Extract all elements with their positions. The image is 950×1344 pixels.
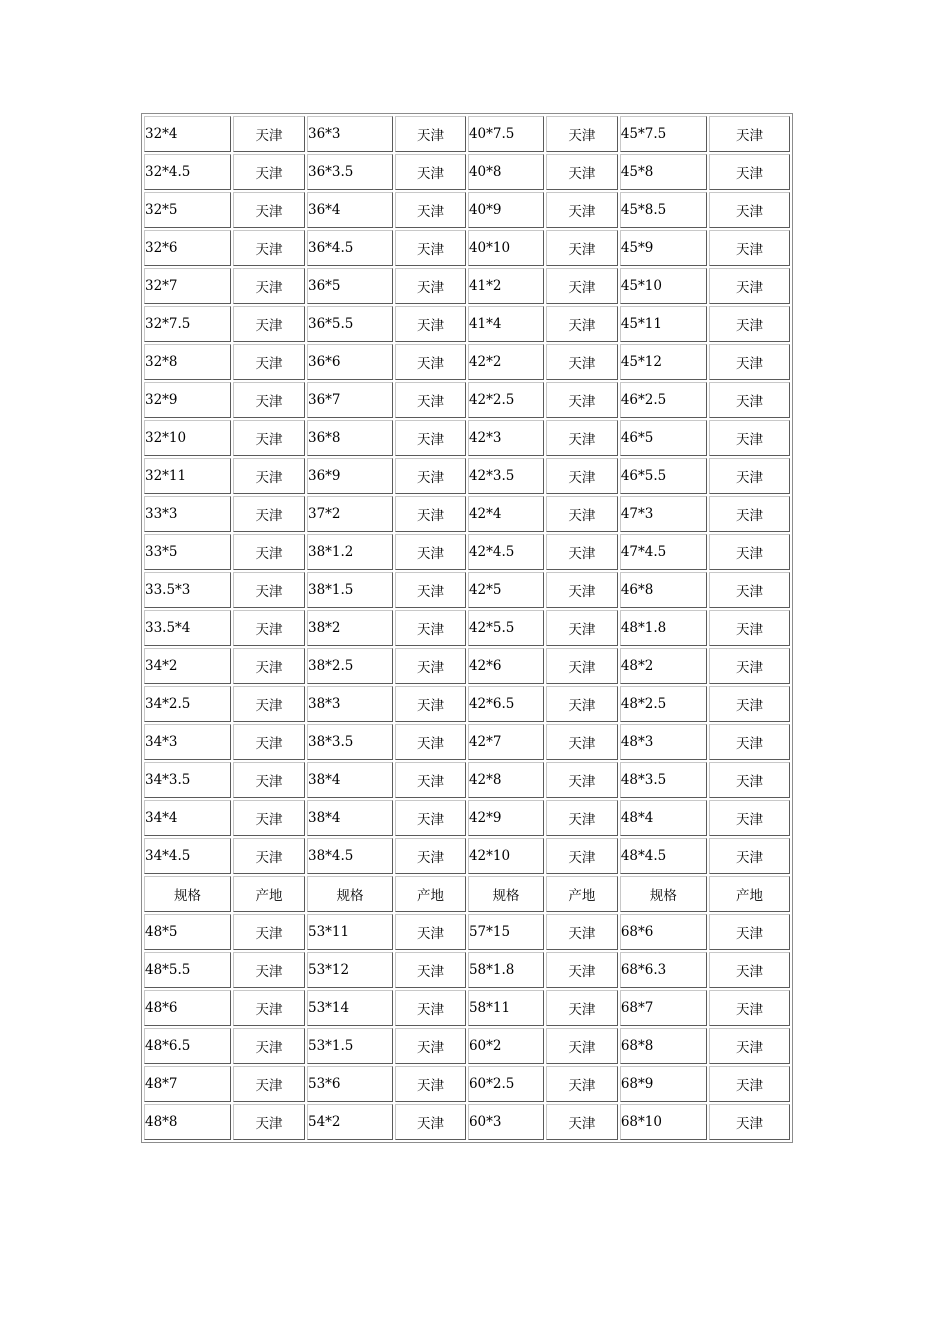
cell-origin: 天津 [233, 1028, 305, 1064]
cell-spec: 38*1.2 [307, 534, 393, 570]
cell-spec: 42*10 [468, 838, 544, 874]
cell-origin: 天津 [546, 724, 618, 760]
cell-origin: 天津 [546, 230, 618, 266]
cell-spec: 53*14 [307, 990, 393, 1026]
cell-spec: 48*1.8 [620, 610, 707, 646]
cell-origin: 天津 [709, 496, 790, 532]
cell-origin: 天津 [709, 534, 790, 570]
table-row [144, 648, 790, 684]
cell-spec: 36*7 [307, 382, 393, 418]
cell-origin: 天津 [233, 268, 305, 304]
cell-spec: 32*7 [144, 268, 231, 304]
cell-origin: 天津 [395, 230, 466, 266]
cell-spec: 38*2.5 [307, 648, 393, 684]
cell-spec: 45*7.5 [620, 116, 707, 152]
cell-spec: 42*9 [468, 800, 544, 836]
cell-origin: 天津 [709, 116, 790, 152]
table-header-row [144, 876, 790, 912]
cell-spec: 42*3 [468, 420, 544, 456]
cell-spec: 42*5.5 [468, 610, 544, 646]
cell-spec: 40*9 [468, 192, 544, 228]
cell-origin: 天津 [709, 458, 790, 494]
cell-spec: 34*3 [144, 724, 231, 760]
cell-origin: 天津 [709, 838, 790, 874]
cell-origin: 天津 [709, 420, 790, 456]
cell-origin: 天津 [709, 914, 790, 950]
cell-origin: 天津 [709, 154, 790, 190]
cell-origin: 天津 [709, 306, 790, 342]
table-row [144, 116, 790, 152]
header-cell-spec: 规格 [468, 876, 544, 912]
cell-spec: 68*6.3 [620, 952, 707, 988]
cell-spec: 34*4 [144, 800, 231, 836]
cell-origin: 天津 [395, 154, 466, 190]
cell-spec: 46*2.5 [620, 382, 707, 418]
table-row [144, 268, 790, 304]
cell-spec: 42*2 [468, 344, 544, 380]
cell-spec: 38*4.5 [307, 838, 393, 874]
cell-origin: 天津 [709, 686, 790, 722]
cell-origin: 天津 [709, 572, 790, 608]
cell-origin: 天津 [546, 838, 618, 874]
table-row [144, 344, 790, 380]
cell-spec: 48*5 [144, 914, 231, 950]
table-row [144, 496, 790, 532]
cell-spec: 48*6 [144, 990, 231, 1026]
cell-origin: 天津 [233, 154, 305, 190]
cell-spec: 45*9 [620, 230, 707, 266]
table-row [144, 154, 790, 190]
cell-origin: 天津 [395, 800, 466, 836]
header-cell-origin: 产地 [546, 876, 618, 912]
cell-spec: 34*3.5 [144, 762, 231, 798]
cell-origin: 天津 [546, 458, 618, 494]
cell-spec: 38*4 [307, 762, 393, 798]
cell-spec: 68*9 [620, 1066, 707, 1102]
cell-spec: 34*2 [144, 648, 231, 684]
cell-spec: 32*5 [144, 192, 231, 228]
cell-origin: 天津 [395, 572, 466, 608]
cell-spec: 36*9 [307, 458, 393, 494]
cell-origin: 天津 [395, 648, 466, 684]
cell-origin: 天津 [546, 572, 618, 608]
cell-spec: 36*3.5 [307, 154, 393, 190]
cell-spec: 33.5*3 [144, 572, 231, 608]
cell-origin: 天津 [395, 382, 466, 418]
table-row [144, 952, 790, 988]
cell-spec: 48*3.5 [620, 762, 707, 798]
cell-spec: 48*7 [144, 1066, 231, 1102]
cell-spec: 40*10 [468, 230, 544, 266]
cell-origin: 天津 [546, 268, 618, 304]
cell-origin: 天津 [709, 724, 790, 760]
cell-origin: 天津 [546, 306, 618, 342]
cell-origin: 天津 [709, 192, 790, 228]
cell-spec: 68*6 [620, 914, 707, 950]
cell-spec: 48*6.5 [144, 1028, 231, 1064]
cell-origin: 天津 [233, 306, 305, 342]
cell-origin: 天津 [709, 610, 790, 646]
cell-origin: 天津 [709, 1104, 790, 1140]
cell-spec: 48*8 [144, 1104, 231, 1140]
cell-spec: 45*10 [620, 268, 707, 304]
table-row [144, 306, 790, 342]
cell-origin: 天津 [546, 762, 618, 798]
cell-origin: 天津 [233, 686, 305, 722]
cell-spec: 42*5 [468, 572, 544, 608]
cell-origin: 天津 [546, 1028, 618, 1064]
cell-spec: 42*3.5 [468, 458, 544, 494]
cell-origin: 天津 [709, 1066, 790, 1102]
cell-spec: 33.5*4 [144, 610, 231, 646]
header-cell-spec: 规格 [620, 876, 707, 912]
table-body [144, 116, 790, 1140]
cell-origin: 天津 [233, 344, 305, 380]
cell-spec: 32*4 [144, 116, 231, 152]
cell-origin: 天津 [395, 268, 466, 304]
cell-spec: 47*3 [620, 496, 707, 532]
table-row [144, 230, 790, 266]
table-row [144, 192, 790, 228]
cell-origin: 天津 [709, 648, 790, 684]
cell-spec: 48*2 [620, 648, 707, 684]
cell-origin: 天津 [233, 116, 305, 152]
table-row [144, 838, 790, 874]
cell-origin: 天津 [395, 116, 466, 152]
cell-spec: 36*8 [307, 420, 393, 456]
cell-origin: 天津 [546, 952, 618, 988]
cell-spec: 47*4.5 [620, 534, 707, 570]
table-row [144, 724, 790, 760]
cell-spec: 36*4 [307, 192, 393, 228]
cell-spec: 36*5.5 [307, 306, 393, 342]
cell-origin: 天津 [233, 610, 305, 646]
cell-origin: 天津 [233, 382, 305, 418]
table-row [144, 762, 790, 798]
cell-origin: 天津 [233, 1104, 305, 1140]
cell-origin: 天津 [395, 762, 466, 798]
cell-spec: 53*1.5 [307, 1028, 393, 1064]
cell-origin: 天津 [233, 952, 305, 988]
cell-spec: 38*1.5 [307, 572, 393, 608]
cell-spec: 60*3 [468, 1104, 544, 1140]
cell-origin: 天津 [709, 268, 790, 304]
cell-spec: 58*11 [468, 990, 544, 1026]
cell-spec: 32*9 [144, 382, 231, 418]
cell-origin: 天津 [395, 1028, 466, 1064]
table-row [144, 990, 790, 1026]
cell-origin: 天津 [395, 1066, 466, 1102]
cell-origin: 天津 [233, 762, 305, 798]
cell-spec: 48*2.5 [620, 686, 707, 722]
cell-origin: 天津 [395, 686, 466, 722]
cell-spec: 38*3.5 [307, 724, 393, 760]
cell-spec: 42*8 [468, 762, 544, 798]
cell-origin: 天津 [395, 306, 466, 342]
cell-origin: 天津 [546, 686, 618, 722]
cell-spec: 42*2.5 [468, 382, 544, 418]
cell-origin: 天津 [546, 914, 618, 950]
cell-origin: 天津 [395, 496, 466, 532]
cell-spec: 41*4 [468, 306, 544, 342]
cell-spec: 32*7.5 [144, 306, 231, 342]
cell-spec: 42*6.5 [468, 686, 544, 722]
cell-spec: 46*5 [620, 420, 707, 456]
cell-origin: 天津 [395, 724, 466, 760]
cell-origin: 天津 [709, 1028, 790, 1064]
cell-origin: 天津 [395, 914, 466, 950]
cell-spec: 45*12 [620, 344, 707, 380]
cell-origin: 天津 [709, 990, 790, 1026]
cell-spec: 42*6 [468, 648, 544, 684]
cell-origin: 天津 [709, 952, 790, 988]
cell-origin: 天津 [546, 990, 618, 1026]
cell-spec: 53*6 [307, 1066, 393, 1102]
cell-spec: 45*8 [620, 154, 707, 190]
header-cell-spec: 规格 [144, 876, 231, 912]
table-row [144, 1104, 790, 1140]
cell-spec: 38*2 [307, 610, 393, 646]
cell-origin: 天津 [546, 496, 618, 532]
cell-spec: 42*4 [468, 496, 544, 532]
cell-origin: 天津 [546, 648, 618, 684]
table-row [144, 420, 790, 456]
cell-origin: 天津 [233, 420, 305, 456]
cell-spec: 40*8 [468, 154, 544, 190]
cell-spec: 33*5 [144, 534, 231, 570]
cell-spec: 53*11 [307, 914, 393, 950]
cell-spec: 48*5.5 [144, 952, 231, 988]
cell-spec: 60*2 [468, 1028, 544, 1064]
cell-spec: 42*7 [468, 724, 544, 760]
cell-origin: 天津 [395, 534, 466, 570]
table-row [144, 686, 790, 722]
cell-origin: 天津 [233, 990, 305, 1026]
cell-origin: 天津 [709, 344, 790, 380]
cell-spec: 46*5.5 [620, 458, 707, 494]
cell-spec: 48*3 [620, 724, 707, 760]
cell-spec: 34*2.5 [144, 686, 231, 722]
header-cell-spec: 规格 [307, 876, 393, 912]
cell-origin: 天津 [546, 382, 618, 418]
cell-origin: 天津 [233, 724, 305, 760]
table-row [144, 458, 790, 494]
table-row [144, 800, 790, 836]
cell-spec: 32*10 [144, 420, 231, 456]
cell-spec: 32*11 [144, 458, 231, 494]
cell-origin: 天津 [546, 534, 618, 570]
cell-origin: 天津 [233, 838, 305, 874]
cell-origin: 天津 [233, 230, 305, 266]
cell-spec: 36*3 [307, 116, 393, 152]
cell-origin: 天津 [233, 534, 305, 570]
cell-origin: 天津 [395, 344, 466, 380]
cell-spec: 37*2 [307, 496, 393, 532]
table-row [144, 572, 790, 608]
cell-spec: 53*12 [307, 952, 393, 988]
cell-origin: 天津 [709, 230, 790, 266]
cell-origin: 天津 [395, 952, 466, 988]
header-cell-origin: 产地 [709, 876, 790, 912]
cell-spec: 38*3 [307, 686, 393, 722]
cell-spec: 32*8 [144, 344, 231, 380]
cell-origin: 天津 [395, 458, 466, 494]
cell-spec: 60*2.5 [468, 1066, 544, 1102]
table-row [144, 610, 790, 646]
cell-spec: 36*5 [307, 268, 393, 304]
cell-spec: 32*4.5 [144, 154, 231, 190]
cell-spec: 48*4.5 [620, 838, 707, 874]
cell-spec: 57*15 [468, 914, 544, 950]
table-row [144, 1028, 790, 1064]
cell-origin: 天津 [395, 192, 466, 228]
cell-origin: 天津 [395, 838, 466, 874]
cell-origin: 天津 [546, 610, 618, 646]
cell-origin: 天津 [546, 344, 618, 380]
cell-spec: 68*7 [620, 990, 707, 1026]
cell-origin: 天津 [395, 610, 466, 646]
cell-origin: 天津 [546, 116, 618, 152]
table-row [144, 1066, 790, 1102]
cell-origin: 天津 [546, 1066, 618, 1102]
table-row [144, 914, 790, 950]
cell-spec: 34*4.5 [144, 838, 231, 874]
cell-spec: 45*8.5 [620, 192, 707, 228]
cell-origin: 天津 [546, 420, 618, 456]
cell-origin: 天津 [709, 382, 790, 418]
cell-spec: 48*4 [620, 800, 707, 836]
table-row [144, 382, 790, 418]
header-cell-origin: 产地 [233, 876, 305, 912]
table-row [144, 534, 790, 570]
cell-spec: 45*11 [620, 306, 707, 342]
cell-origin: 天津 [233, 914, 305, 950]
cell-origin: 天津 [395, 1104, 466, 1140]
cell-origin: 天津 [233, 192, 305, 228]
cell-origin: 天津 [395, 420, 466, 456]
cell-origin: 天津 [233, 572, 305, 608]
cell-spec: 32*6 [144, 230, 231, 266]
cell-spec: 41*2 [468, 268, 544, 304]
spec-table [141, 113, 793, 1143]
cell-spec: 46*8 [620, 572, 707, 608]
cell-origin: 天津 [233, 458, 305, 494]
cell-spec: 40*7.5 [468, 116, 544, 152]
cell-origin: 天津 [233, 800, 305, 836]
cell-origin: 天津 [546, 192, 618, 228]
cell-spec: 36*4.5 [307, 230, 393, 266]
cell-spec: 38*4 [307, 800, 393, 836]
header-cell-origin: 产地 [395, 876, 466, 912]
cell-spec: 68*8 [620, 1028, 707, 1064]
cell-spec: 42*4.5 [468, 534, 544, 570]
cell-origin: 天津 [546, 800, 618, 836]
cell-spec: 36*6 [307, 344, 393, 380]
cell-origin: 天津 [233, 1066, 305, 1102]
cell-spec: 54*2 [307, 1104, 393, 1140]
cell-spec: 58*1.8 [468, 952, 544, 988]
cell-origin: 天津 [233, 496, 305, 532]
cell-spec: 33*3 [144, 496, 231, 532]
cell-spec: 68*10 [620, 1104, 707, 1140]
cell-origin: 天津 [709, 762, 790, 798]
cell-origin: 天津 [709, 800, 790, 836]
cell-origin: 天津 [546, 1104, 618, 1140]
cell-origin: 天津 [546, 154, 618, 190]
cell-origin: 天津 [233, 648, 305, 684]
cell-origin: 天津 [395, 990, 466, 1026]
